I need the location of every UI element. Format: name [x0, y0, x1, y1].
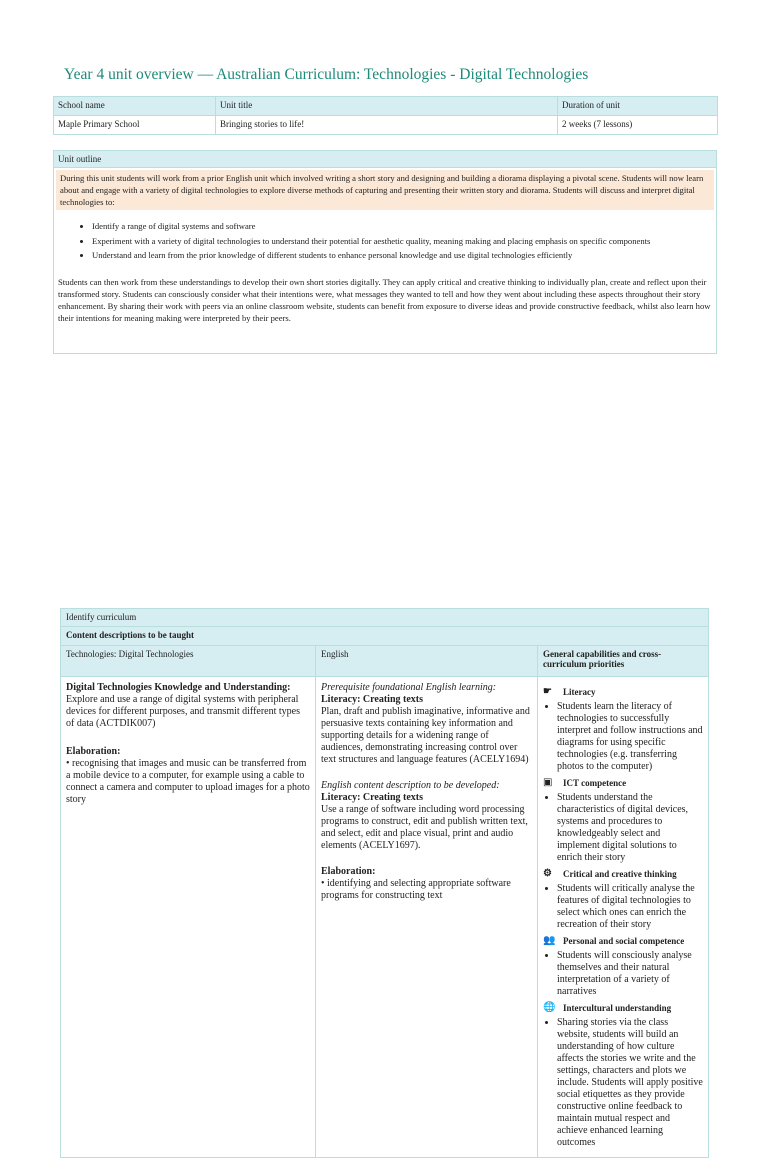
unit-outline-list: [54, 220, 716, 262]
page-title: Year 4 unit overview — Australian Curriculum: Technologies - Digital Technologies: [64, 66, 589, 83]
capability-heading: Personal and social competence: [563, 936, 685, 946]
capability-heading: Intercultural understanding: [563, 1003, 672, 1013]
english-cell: [316, 677, 538, 1158]
unit-outline-box: [53, 150, 717, 354]
list-item: • Experiment with a variety of digital technologies to understand their potential for aesthetic quality, meaning making and placing emphasis on specific components: [92, 235, 716, 248]
list-item: • Identify a range of digital systems and software: [92, 220, 716, 233]
capabilities-cell: [538, 677, 709, 1158]
develop-label: English content description to be developed:: [321, 780, 500, 791]
capability-literacy: [543, 686, 703, 773]
dt-knowledge-heading: Digital Technologies Knowledge and Understanding:: [66, 682, 291, 693]
col-header-capabilities: General capabilities and cross-curriculum priorities: [538, 646, 709, 677]
school-name-header: School name: [54, 97, 216, 116]
english-text-1: Plan, draft and publish imaginative, informative and persuasive texts containing key information and supporting details for a widening range of audiences, demonstrating increasing control over text structures and language features (ACELY1694): [321, 706, 530, 765]
english-elaboration-heading: Elaboration:: [321, 866, 376, 877]
literacy-icon: ☛: [543, 686, 552, 697]
critical-thinking-icon: ⚙: [543, 868, 552, 879]
curriculum-table: [60, 608, 709, 1158]
capability-heading: Critical and creative thinking: [563, 869, 677, 879]
list-item: • Understand and learn from the prior knowledge of different students to enhance personal knowledge and use digital technologies efficiently: [92, 249, 716, 262]
col-header-english: English: [316, 646, 538, 677]
duration-header: Duration of unit: [558, 97, 718, 116]
dt-elaboration-text: • recognising that images and music can be transferred from a mobile device to a computer, for example using a cable to connect a camera and computer to upload images for a photo story: [66, 758, 310, 805]
duration-value: 2 weeks (7 lessons): [558, 116, 718, 135]
unit-outline-intro: During this unit students will work from a prior English unit which involved writing a short story and designing and building a diorama displaying a pivotal scene. Students will now learn about and engage with a variety of digital technologies to explore diverse methods of capturing and presenting their written story and diorama. Students will discuss and interpret digital technologies to:: [56, 170, 714, 210]
literacy-heading-1: Literacy: Creating texts: [321, 694, 424, 705]
dt-elaboration-heading: Elaboration:: [66, 746, 121, 757]
intercultural-icon: 🌐: [543, 1002, 556, 1013]
capability-text: • Students understand the characteristics of digital devices, systems and procedures to knowledgeably select and implement digital solutions to enrich their story: [557, 792, 703, 864]
capability-text: • Students learn the literacy of technologies to successfully interpret and follow instructions and diagrams for using specific technologies (e.g. transferring photos to the computer): [557, 701, 703, 773]
content-descriptions-heading: Content descriptions to be taught: [61, 627, 709, 646]
capability-intercultural: [543, 1002, 703, 1149]
capability-personal-social: [543, 935, 703, 998]
english-text-2: Use a range of software including word processing programs to construct, edit and publish written text, and select, edit and place visual, print and audio elements (ACELY1697).: [321, 804, 528, 851]
identify-curriculum-heading: Identify curriculum: [61, 609, 709, 627]
col-header-technologies: Technologies: Digital Technologies: [61, 646, 316, 677]
unit-title-header: Unit title: [216, 97, 558, 116]
literacy-heading-2: Literacy: Creating texts: [321, 792, 424, 803]
ict-icon: ▣: [543, 777, 553, 788]
unit-outline-closing: Students can then work from these understandings to develop their own short stories digitally. They can apply critical and creative thinking to individually plan, create and reflect upon their transformed story. Students can consciously consider what their intentions were, what messages they wanted to tell and how they went about including these aspects throughout their story enhancement. By sharing their work with peers via an online classroom website, students can benefit from exposure to diverse ideas and provide constructive feedback, whilst also learn how their intentions for meaning making were interpreted by their peers.: [58, 276, 711, 323]
unit-info-table: [53, 96, 718, 135]
technologies-cell: [61, 677, 316, 1158]
capability-ict: [543, 777, 703, 864]
capability-heading: ICT competence: [563, 778, 627, 788]
prereq-label: Prerequisite foundational English learning:: [321, 682, 497, 693]
school-name-value: Maple Primary School: [54, 116, 216, 135]
capability-heading: Literacy: [563, 687, 596, 697]
capability-text: • Sharing stories via the class website, students will build an understanding of how culture affects the stories we write and the settings, characters and plots we include. Students will apply positive social etiquettes as they provide constructive online feedback to maintain mutual respect and achieve enhanced learning outcomes: [557, 1017, 703, 1149]
capability-critical-thinking: [543, 868, 703, 931]
unit-title-value: Bringing stories to life!: [216, 116, 558, 135]
english-elaboration-text: • identifying and selecting appropriate software programs for constructing text: [321, 878, 511, 901]
unit-outline-heading: Unit outline: [54, 151, 716, 168]
personal-social-icon: 👥: [543, 935, 556, 946]
capability-text: • Students will critically analyse the features of digital technologies to select which ones can enrich the recreation of their story: [557, 883, 703, 931]
dt-content-description: Explore and use a range of digital systems with peripheral devices for different purposes, and transmit different types of data (ACTDIK007): [66, 694, 301, 729]
capability-text: • Students will consciously analyse themselves and their natural interpretation of a variety of narratives: [557, 950, 703, 998]
